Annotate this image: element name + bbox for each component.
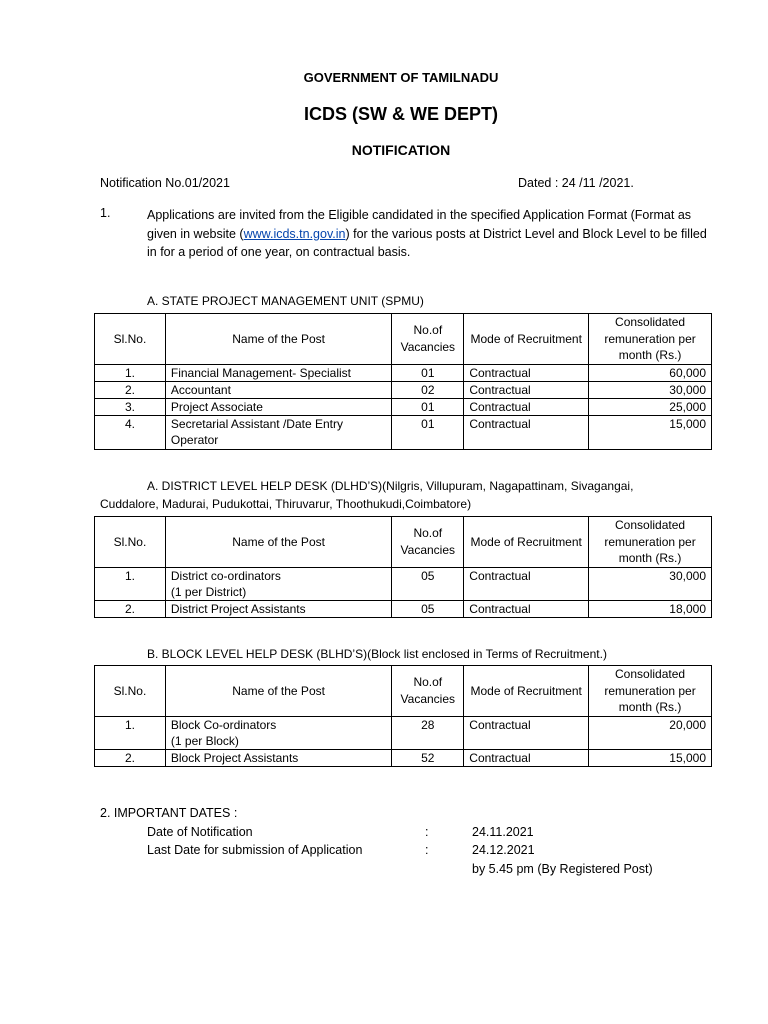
cell-mode: Contractual (464, 749, 589, 766)
date-label: Last Date for submission of Application (147, 843, 363, 857)
cell-vacancies: 02 (392, 381, 464, 398)
cell-post: Accountant (165, 381, 391, 398)
cell-remuneration: 25,000 (589, 398, 712, 415)
table-row (95, 716, 712, 749)
cell-post (165, 567, 391, 600)
cell-vacancies: 01 (392, 415, 464, 449)
cell-post: Secretarial Assistant /Date Entry Operator (165, 415, 391, 449)
table-header-row (95, 666, 712, 717)
cell-vacancies: 28 (392, 716, 464, 749)
cell-vacancies: 01 (392, 364, 464, 381)
cell-mode: Contractual (464, 415, 589, 449)
cell-remuneration: 30,000 (589, 567, 712, 600)
cell-sl: 1. (95, 716, 166, 749)
date-value: 24.12.2021 (472, 843, 535, 857)
table-row (95, 415, 712, 449)
col-header-remuneration: Consolidated remuneration per month (Rs.) (589, 517, 712, 568)
dlhd-section-title-line1: A. DISTRICT LEVEL HELP DESK (DLHD’S)(Nilgris, Villupuram, Nagapattinam, Sivagangai, (147, 479, 634, 493)
header-department: ICDS (SW & WE DEPT) (304, 104, 498, 124)
col-header-mode: Mode of Recruitment (464, 314, 589, 365)
date-label: Date of Notification (147, 825, 253, 839)
post-name: Block Co-ordinators (170, 717, 277, 732)
col-header-vacancies: No.of Vacancies (392, 666, 464, 717)
spmu-table (94, 313, 712, 450)
cell-mode: Contractual (464, 567, 589, 600)
spmu-section-title: A. STATE PROJECT MANAGEMENT UNIT (SPMU) (147, 294, 424, 308)
cell-post (165, 716, 391, 749)
col-header-sl: Sl.No. (95, 314, 166, 365)
col-header-vacancies: No.of Vacancies (392, 517, 464, 568)
col-header-mode: Mode of Recruitment (464, 517, 589, 568)
cell-remuneration: 18,000 (589, 600, 712, 617)
notification-date: Dated : 24 /11 /2021. (518, 176, 634, 190)
header-government: GOVERNMENT OF TAMILNADU (303, 70, 499, 85)
cell-remuneration: 30,000 (589, 381, 712, 398)
cell-post: District Project Assistants (165, 600, 391, 617)
cell-sl: 2. (95, 381, 166, 398)
cell-mode: Contractual (464, 716, 589, 749)
cell-vacancies: 05 (392, 600, 464, 617)
cell-sl: 4. (95, 415, 166, 449)
col-header-remuneration: Consolidated remuneration per month (Rs.) (589, 666, 712, 717)
deadline-note: by 5.45 pm (By Registered Post) (472, 862, 653, 876)
cell-post: Project Associate (165, 398, 391, 415)
col-header-post: Name of the Post (165, 314, 391, 365)
cell-sl: 1. (95, 567, 166, 600)
table-row (95, 364, 712, 381)
cell-mode: Contractual (464, 398, 589, 415)
table-header-row (95, 314, 712, 365)
cell-sl: 2. (95, 749, 166, 766)
intro-text-after: ) for the various posts at District Level and Block Level to be filled in for a period of one year, on contractual basis. (147, 226, 707, 259)
cell-post: Block Project Assistants (165, 749, 391, 766)
cell-remuneration: 15,000 (589, 749, 712, 766)
cell-post: Financial Management- Specialist (165, 364, 391, 381)
col-header-vacancies: No.of Vacancies (392, 314, 464, 365)
post-note: (1 per District) (170, 584, 247, 599)
col-header-sl: Sl.No. (95, 517, 166, 568)
col-header-sl: Sl.No. (95, 666, 166, 717)
cell-sl: 1. (95, 364, 166, 381)
website-link[interactable]: www.icds.tn.gov.in (243, 226, 346, 241)
cell-vacancies: 05 (392, 567, 464, 600)
header-notification: NOTIFICATION (351, 142, 451, 158)
intro-paragraph (147, 206, 715, 262)
table-row (95, 398, 712, 415)
cell-vacancies: 01 (392, 398, 464, 415)
dlhd-section-title-line2: Cuddalore, Madurai, Pudukottai, Thiruvarur, Thoothukudi,Coimbatore) (100, 497, 472, 511)
paragraph-number: 1. (100, 206, 111, 220)
col-header-post: Name of the Post (165, 517, 391, 568)
blhd-table (94, 665, 712, 767)
date-separator: : (425, 843, 429, 857)
cell-mode: Contractual (464, 600, 589, 617)
date-value: 24.11.2021 (472, 825, 534, 839)
table-row (95, 567, 712, 600)
table-row (95, 381, 712, 398)
cell-vacancies: 52 (392, 749, 464, 766)
col-header-mode: Mode of Recruitment (464, 666, 589, 717)
col-header-post: Name of the Post (165, 666, 391, 717)
date-separator: : (425, 825, 429, 839)
important-dates-title: 2. IMPORTANT DATES : (100, 806, 238, 820)
table-row (95, 749, 712, 766)
post-name: District co-ordinators (170, 568, 281, 583)
cell-sl: 2. (95, 600, 166, 617)
cell-mode: Contractual (464, 381, 589, 398)
notification-number: Notification No.01/2021 (100, 176, 230, 190)
col-header-remuneration: Consolidated remuneration per month (Rs.) (589, 314, 712, 365)
intro-text-before: Applications are invited from the Eligible candidated in the specified Application Format (Format as given in website ( (147, 208, 692, 241)
cell-remuneration: 15,000 (589, 415, 712, 449)
cell-remuneration: 60,000 (589, 364, 712, 381)
dlhd-table (94, 516, 712, 618)
cell-remuneration: 20,000 (589, 716, 712, 749)
table-row (95, 600, 712, 617)
cell-sl: 3. (95, 398, 166, 415)
table-header-row (95, 517, 712, 568)
cell-mode: Contractual (464, 364, 589, 381)
blhd-section-title: B. BLOCK LEVEL HELP DESK (BLHD’S)(Block list enclosed in Terms of Recruitment.) (147, 647, 607, 661)
post-note: (1 per Block) (170, 733, 239, 748)
